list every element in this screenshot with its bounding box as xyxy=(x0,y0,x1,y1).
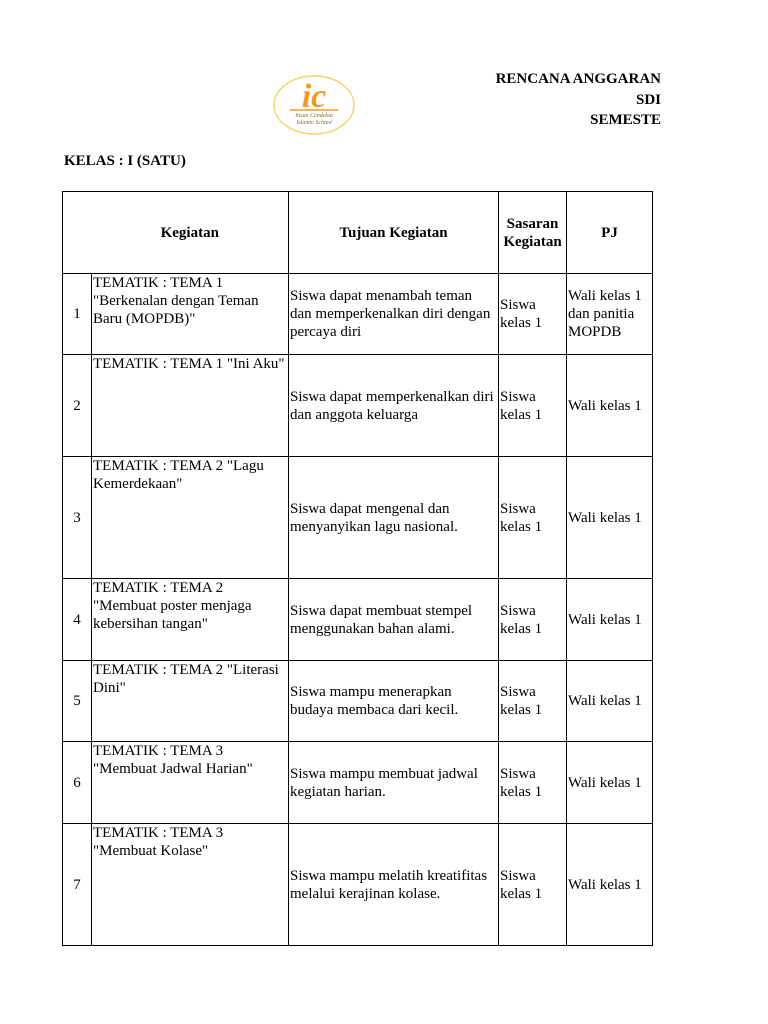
row-kegiatan: TEMATIK : TEMA 3 "Membuat Jadwal Harian" xyxy=(92,742,289,824)
activity-table xyxy=(62,191,653,946)
row-pj: Wali kelas 1 xyxy=(567,824,653,946)
row-number: 2 xyxy=(63,355,92,457)
table-row xyxy=(63,661,653,742)
logo-subtitle: Islamic School xyxy=(296,120,332,126)
class-label: KELAS : I (SATU) xyxy=(64,153,186,169)
header-kegiatan: Kegiatan xyxy=(92,192,289,274)
row-sasaran: Siswa kelas 1 xyxy=(499,742,567,824)
row-tujuan: Siswa mampu melatih kreatifitas melalui kerajinan kolase. xyxy=(289,824,499,946)
row-kegiatan: TEMATIK : TEMA 2 "Lagu Kemerdekaan" xyxy=(92,457,289,579)
row-pj: Wali kelas 1 xyxy=(567,355,653,457)
doc-school: SDI xyxy=(635,92,661,108)
table-row xyxy=(63,274,653,355)
row-sasaran: Siswa kelas 1 xyxy=(499,824,567,946)
row-pj: Wali kelas 1 xyxy=(567,457,653,579)
row-number: 1 xyxy=(63,274,92,355)
row-sasaran: Siswa kelas 1 xyxy=(499,274,567,355)
row-number: 4 xyxy=(63,579,92,661)
header-tujuan: Tujuan Kegiatan xyxy=(289,192,499,274)
row-number: 5 xyxy=(63,661,92,742)
row-tujuan: Siswa dapat memperkenalkan diri dan anggota keluarga xyxy=(289,355,499,457)
doc-title: RENCANA ANGGARAN xyxy=(495,71,661,87)
table-row xyxy=(63,579,653,661)
row-tujuan: Siswa mampu menerapkan budaya membaca dari kecil. xyxy=(289,661,499,742)
row-tujuan: Siswa mampu membuat jadwal kegiatan harian. xyxy=(289,742,499,824)
row-sasaran: Siswa kelas 1 xyxy=(499,661,567,742)
row-tujuan: Siswa dapat mengenal dan menyanyikan lagu nasional. xyxy=(289,457,499,579)
row-kegiatan: TEMATIK : TEMA 3 "Membuat Kolase" xyxy=(92,824,289,946)
row-pj: Wali kelas 1 dan panitia MOPDB xyxy=(567,274,653,355)
row-sasaran: Siswa kelas 1 xyxy=(499,579,567,661)
table-row xyxy=(63,355,653,457)
table-row xyxy=(63,457,653,579)
row-tujuan: Siswa dapat menambah teman dan memperkenalkan diri dengan percaya diri xyxy=(289,274,499,355)
row-pj: Wali kelas 1 xyxy=(567,742,653,824)
row-tujuan: Siswa dapat membuat stempel menggunakan bahan alami. xyxy=(289,579,499,661)
logo-mark: ic xyxy=(301,78,327,115)
table-row xyxy=(63,824,653,946)
row-kegiatan: TEMATIK : TEMA 1 "Berkenalan dengan Teman Baru (MOPDB)" xyxy=(92,274,289,355)
row-number: 6 xyxy=(63,742,92,824)
row-kegiatan: TEMATIK : TEMA 2 "Literasi Dini" xyxy=(92,661,289,742)
row-sasaran: Siswa kelas 1 xyxy=(499,457,567,579)
logo-name: Insan Cendekia xyxy=(295,113,333,119)
row-pj: Wali kelas 1 xyxy=(567,661,653,742)
header-number xyxy=(63,192,92,274)
table-row xyxy=(63,742,653,824)
row-number: 7 xyxy=(63,824,92,946)
row-pj: Wali kelas 1 xyxy=(567,579,653,661)
row-kegiatan: TEMATIK : TEMA 1 "Ini Aku" xyxy=(92,355,289,457)
row-sasaran: Siswa kelas 1 xyxy=(499,355,567,457)
header-sasaran: Sasaran Kegiatan xyxy=(499,192,567,274)
row-number: 3 xyxy=(63,457,92,579)
doc-semester: SEMESTE xyxy=(590,112,661,128)
row-kegiatan: TEMATIK : TEMA 2 "Membuat poster menjaga kebersihan tangan" xyxy=(92,579,289,661)
table-header-row xyxy=(63,192,653,274)
header-pj: PJ xyxy=(567,192,653,274)
